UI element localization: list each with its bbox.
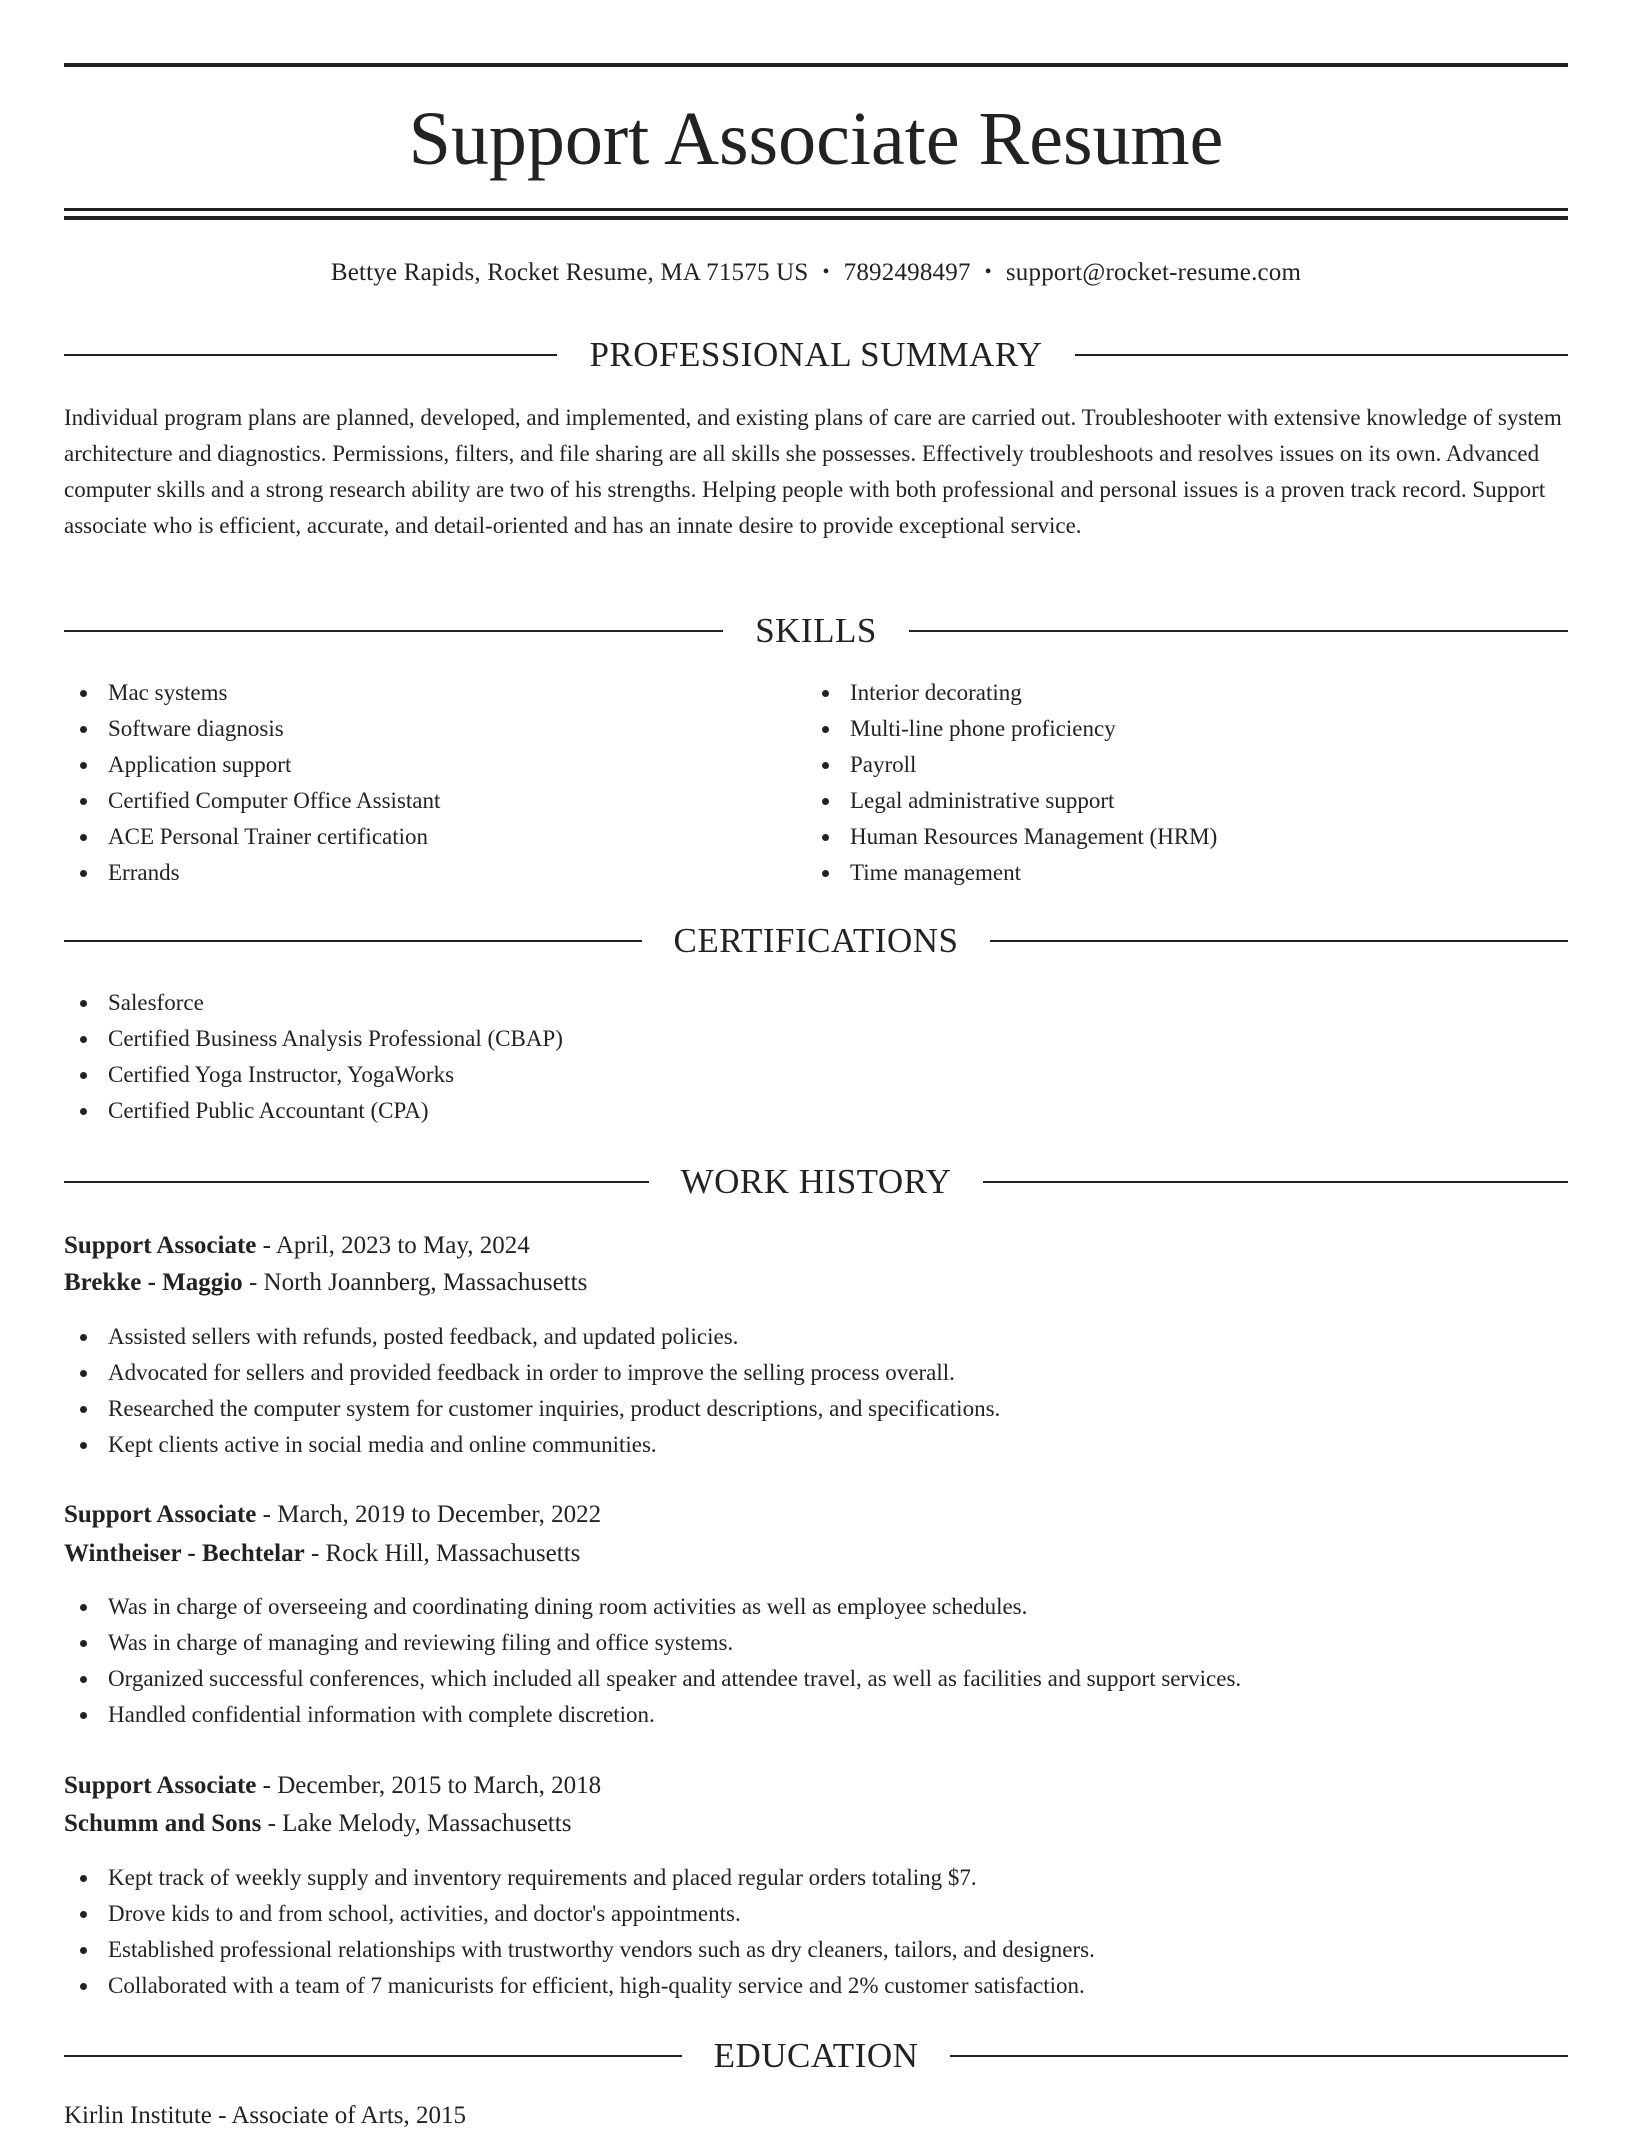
section-heading-summary	[64, 333, 1568, 377]
heading-rule	[64, 630, 723, 632]
section-title: CERTIFICATIONS	[673, 921, 959, 960]
skills-column-left	[64, 675, 784, 891]
contact-phone: 7892498497	[843, 259, 971, 286]
list-item: Assisted sellers with refunds, posted feedback, and updated policies.	[64, 1319, 1568, 1355]
list-item: Application support	[64, 747, 784, 783]
job-duties	[64, 1589, 1568, 1733]
job-company: Schumm and Sons	[64, 1810, 262, 1837]
list-item: Certified Public Accountant (CPA)	[64, 1093, 1568, 1129]
job-location: - Lake Melody, Massachusetts	[261, 1810, 572, 1837]
list-item: Certified Computer Office Assistant	[64, 783, 784, 819]
job-title-line	[64, 1228, 1568, 1264]
section-title: WORK HISTORY	[680, 1162, 952, 1201]
heading-rule	[1075, 354, 1568, 356]
title-bottom-rule	[64, 208, 1568, 211]
contact-address: Bettye Rapids, Rocket Resume, MA 71575 US	[330, 259, 809, 286]
section-heading-education	[64, 2034, 1568, 2078]
heading-rule	[990, 940, 1568, 942]
job-company-line	[64, 1806, 1568, 1842]
job-title: Support Associate	[64, 1772, 257, 1799]
section-title: EDUCATION	[713, 2036, 919, 2075]
job-company-line	[64, 1536, 1568, 1572]
list-item: Established professional relationships with trustworthy vendors such as dry cleaners, tailors, and designers.	[64, 1932, 1568, 1968]
heading-rule	[64, 940, 642, 942]
list-item: Certified Yoga Instructor, YogaWorks	[64, 1057, 1568, 1093]
job-title: Support Associate	[64, 1501, 257, 1528]
list-item: Researched the computer system for customer inquiries, product descriptions, and specifications.	[64, 1391, 1568, 1427]
list-item: Kept track of weekly supply and inventory requirements and placed regular orders totaling $7.	[64, 1860, 1568, 1896]
job-company-line	[64, 1265, 1568, 1301]
section-heading-skills	[64, 609, 1568, 653]
heading-rule	[983, 1181, 1568, 1183]
job-duties	[64, 1860, 1568, 2004]
job-duties-list	[64, 1319, 1568, 1463]
job-dates: - April, 2023 to May, 2024	[256, 1232, 530, 1259]
list-item: Human Resources Management (HRM)	[806, 819, 1526, 855]
job-title: Support Associate	[64, 1232, 257, 1259]
job-title-line	[64, 1768, 1568, 1804]
list-item: ACE Personal Trainer certification	[64, 819, 784, 855]
heading-rule	[950, 2055, 1568, 2057]
education-entry: Kirlin Institute - Associate of Arts, 2015	[64, 2102, 467, 2129]
list-item: Payroll	[806, 747, 1526, 783]
job-dates: - March, 2019 to December, 2022	[256, 1501, 602, 1528]
job-duties-list	[64, 1860, 1568, 2004]
list-item: Time management	[806, 855, 1526, 891]
list-item: Organized successful conferences, which included all speaker and attendee travel, as well as facilities and support services.	[64, 1661, 1568, 1697]
skills-column-right	[806, 675, 1526, 891]
summary-text: Individual program plans are planned, developed, and implemented, and existing plans of care are carried out. Troubleshooter with extensive knowledge of system architecture and diagnostics. Permissions, filters, and file sharing are all skills she possesses. Effectively troubleshoots and resolves issues on its own. Advanced computer skills and a strong research ability are two of his strengths. Helping people with both professional and personal issues is a proven track record. Support associate who is efficient, accurate, and detail-oriented and has an innate desire to provide exceptional service.	[64, 405, 1562, 538]
list-item: Salesforce	[64, 985, 1568, 1021]
list-item: Handled confidential information with complete discretion.	[64, 1697, 1568, 1733]
section-title: SKILLS	[755, 611, 877, 650]
job-company: Wintheiser - Bechtelar	[64, 1540, 305, 1567]
section-heading-work-history	[64, 1160, 1568, 1204]
list-item: Certified Business Analysis Professional (CBAP)	[64, 1021, 1568, 1057]
certifications-block	[64, 985, 1568, 1129]
heading-rule	[64, 354, 557, 356]
list-item: Software diagnosis	[64, 711, 784, 747]
contact-line	[64, 252, 1568, 293]
list-item: Mac systems	[64, 675, 784, 711]
contact-separator: •	[984, 261, 992, 283]
list-item: Kept clients active in social media and online communities.	[64, 1427, 1568, 1463]
list-item: Was in charge of managing and reviewing filing and office systems.	[64, 1625, 1568, 1661]
heading-rule	[64, 2055, 682, 2057]
contact-separator: •	[822, 261, 830, 283]
job-title-line	[64, 1497, 1568, 1533]
job-company: Brekke - Maggio	[64, 1269, 243, 1296]
certifications-list	[64, 985, 1568, 1129]
job-dates: - December, 2015 to March, 2018	[256, 1772, 602, 1799]
skills-list-right	[806, 675, 1526, 891]
list-item: Drove kids to and from school, activities, and doctor's appointments.	[64, 1896, 1568, 1932]
job-duties-list	[64, 1589, 1568, 1733]
job-location: - Rock Hill, Massachusetts	[304, 1540, 581, 1567]
list-item: Errands	[64, 855, 784, 891]
heading-rule	[64, 1181, 649, 1183]
list-item: Legal administrative support	[806, 783, 1526, 819]
heading-rule	[909, 630, 1568, 632]
section-title: PROFESSIONAL SUMMARY	[589, 335, 1043, 374]
title-bottom-rule-second	[64, 216, 1568, 220]
section-heading-certifications	[64, 919, 1568, 963]
list-item: Collaborated with a team of 7 manicurists for efficient, high-quality service and 2% customer satisfaction.	[64, 1968, 1568, 2004]
list-item: Multi-line phone proficiency	[806, 711, 1526, 747]
list-item: Was in charge of overseeing and coordinating dining room activities as well as employee schedules.	[64, 1589, 1568, 1625]
list-item: Interior decorating	[806, 675, 1526, 711]
page-title: Support Associate Resume	[408, 97, 1224, 181]
job-duties	[64, 1319, 1568, 1463]
title-top-rule	[64, 63, 1568, 67]
list-item: Advocated for sellers and provided feedback in order to improve the selling process overall.	[64, 1355, 1568, 1391]
job-location: - North Joannberg, Massachusetts	[242, 1269, 588, 1296]
skills-list-left	[64, 675, 784, 891]
contact-email: support@rocket-resume.com	[1005, 259, 1302, 286]
